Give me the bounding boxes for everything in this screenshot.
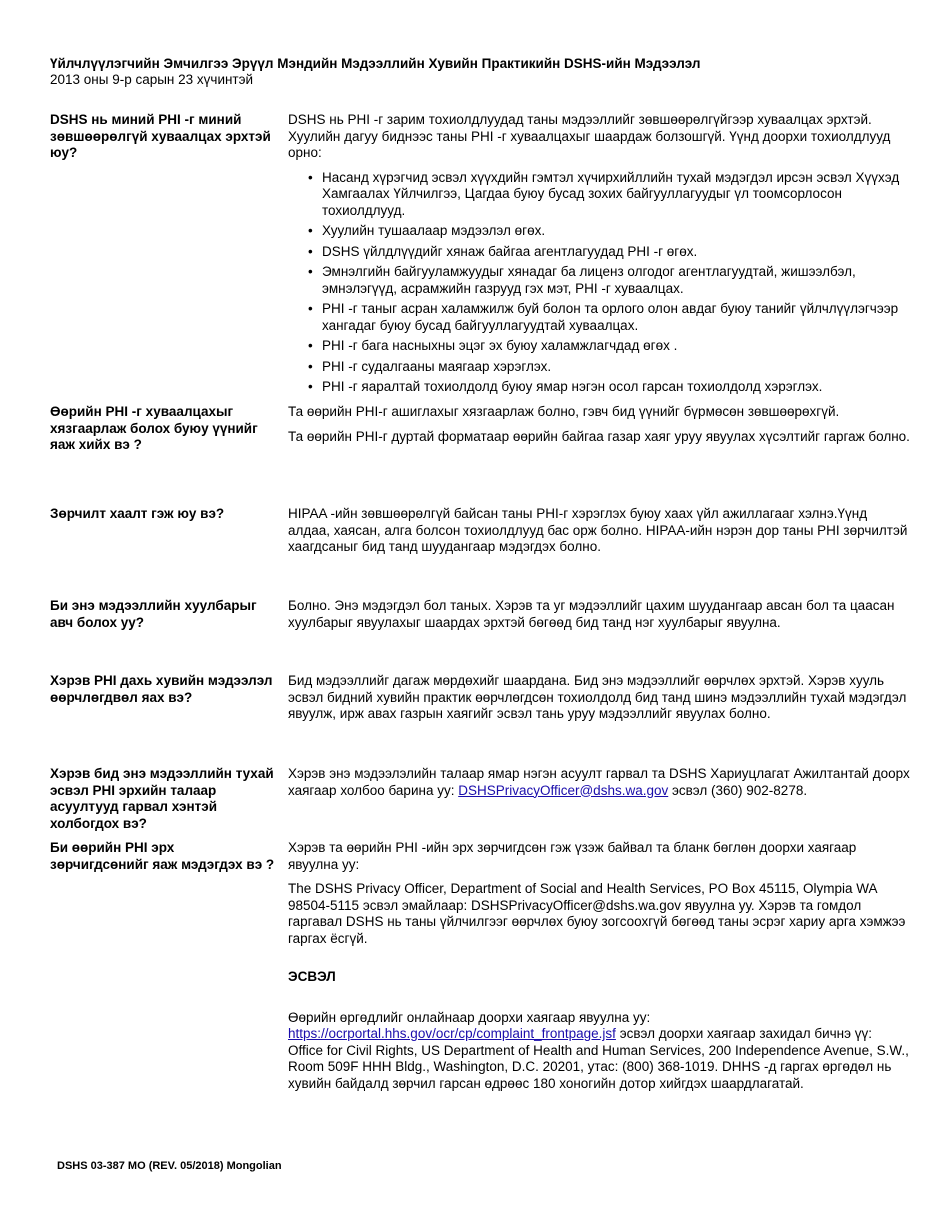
answer-contact — [288, 766, 910, 807]
list-item: • PHI -г яаралтай тохиолдолд буюу ямар нэгэн осол гарсан тохиолдолд хэрэглэх. — [322, 379, 910, 396]
list-item: • PHI -г таныг асран халамжилж буй болон та орлого олон авдаг буюу танийг үйлчлүүлэгчээр хангадаг буюу бусад байгууллагуудтай хуваалцах. — [322, 301, 910, 334]
disclosure-list — [288, 170, 910, 396]
answer-paragraph: The DSHS Privacy Officer, Department of Social and Health Services, PO Box 45115, Olympia WA 98504-5115 эсвэл эмайлаар: DSHSPrivacyOfficer@dshs.wa.gov явуулна уу. Хэрэв та гомдол гаргавал DSHS нь таны үйлчилгээг өөрчлөх буюу зогсоохгүй бөгөөд таны эсрэг хариу арга хэмжээ гаргах ёсгүй. — [288, 881, 906, 946]
question-report-violation: Би өөрийн PHI эрх зөрчигдсөнийг яаж мэдэгдэх вэ ? — [50, 840, 275, 872]
answer-intro: DSHS нь PHI -г зарим тохиолдлуудад таны мэдээллийг зөвшөөрөлгүйгээр хуваалцах эрхтэй. Хуулийн дагуу биднээс таны PHI -г хуваалцахыг шаардаж болзошгүй. Үүнд доорхи тохиолдлууд орно: — [288, 112, 891, 160]
answer-paragraph: Болно. Энэ мэдэгдэл бол таных. Хэрэв та уг мэдээллийг цахим шуудангаар авсан бол та цаасан хуулбарыг явуулахыг шаардах эрхтэй бөгөөд бид танд нэг хуулбарыг явуулна. — [288, 598, 895, 630]
list-item: • PHI -г судалгааны маягаар хэрэглэх. — [322, 359, 910, 376]
answer-paragraph: Та өөрийн PHI-г ашиглахыг хязгаарлаж болно, гэвч бид үүнийг бүрмөсөн зөвшөөрөхгүй. — [288, 404, 840, 419]
question-share-without-consent: DSHS нь миний PHI -г миний зөвшөөрөлгүй хуваалцах эрхтэй юу? — [50, 112, 271, 160]
document-title: Үйлчлүүлэгчийн Эмчилгээ Эрүүл Мэндийн Мэдээллийн Хувийн Практикийн DSHS-ийн Мэдээлэл — [50, 56, 701, 71]
ocr-address-text: эсвэл доорхи хаягаар захидал бичнэ үү: Office for Civil Rights, US Department of Health and Human Services, 200 Independence Avenue, S.W., Room 509F HHH Bldg., Washington, D.C. 20201, утас: (800) 368-1019. DHHS -д гаргах өргөдөл нь хувийн байдалд зөрчил гарсан өдрөөс 180 хоногийн дотор хийгдэх шаардлагатай. — [288, 1026, 909, 1091]
or-heading: ЭСВЭЛ — [288, 969, 336, 984]
question-breach: Зөрчилт хаалт гэж юу вэ? — [50, 506, 225, 521]
answer-limit-sharing — [288, 404, 910, 453]
question-limit-sharing: Өөрийн PHI -г хуваалцахыг хязгаарлаж болох буюу үүнийг яаж хийх вэ ? — [50, 404, 258, 452]
answer-paragraph: Та өөрийн PHI-г дуртай форматаар өөрийн байгаа газар хаяг уруу явуулах хүсэлтийг гаргаж болно. — [288, 428, 910, 444]
list-item: • Насанд хүрэгчид эсвэл хүүхдийн гэмтэл хүчирхийллийн тухай мэдэгдэл ирсэн эсвэл Хүүхэд Хамгаалах Үйлчилгээ, Цагдаа буюу бусад зохих байгууллагуудыг үл тоомсорлосон тохиолдлууд. — [322, 170, 910, 220]
answer-paragraph: HIPAA -ийн зөвшөөрөлгүй байсан таны PHI-г хэрэглэх буюу хаах үйл ажиллагааг хэлнэ.Үүнд алдаа, хаясан, алга болсон тохиолдлууд бас орж болно. HIPAA-ийн нэрэн дор таны PHI зөрчилтэй хаагдсаныг бид танд шуудангаар мэдэгдэх болно. — [288, 506, 908, 554]
list-item: • DSHS үйлдлүүдийг хянаж байгаа агентлагуудад PHI -г өгөх. — [322, 244, 910, 261]
question-info-changes: Хэрэв PHI дахь хувийн мэдээлэл өөрчлөгдвөл яах вэ? — [50, 673, 273, 705]
answer-share-without-consent — [288, 112, 910, 400]
list-item: • Хуулийн тушаалаар мэдээлэл өгөх. — [322, 223, 910, 240]
question-contact: Хэрэв бид энэ мэдээллийн тухай эсвэл PHI эрхийн талаар асуултууд гарвал хэнтэй холбогдох вэ? — [50, 766, 274, 831]
answer-report-violation — [288, 840, 910, 1100]
answer-paragraph: Хэрэв та өөрийн PHI -ийн эрх зөрчигдсөн гэж үзэж байвал та бланк бөглөн доорхи хаягаар явуулна уу: — [288, 840, 857, 872]
answer-info-changes — [288, 673, 910, 731]
list-item: • PHI -г бага насныхны эцэг эх буюу халамжлагчдад өгөх . — [322, 338, 910, 355]
list-item: • Эмнэлгийн байгууламжуудыг хянадаг ба лиценз олгодог агентлагуудтай, жишээлбэл, эмнэлэгүүд, асрамжийн газрууд гэх мэт, PHI -г хуваалцах. — [322, 264, 910, 297]
document-header — [50, 56, 910, 88]
online-complaint-text: Өөрийн өргөдлийг онлайнаар доорхи хаягаар явуулна уу: — [288, 1009, 651, 1025]
answer-paragraph: Бид мэдээллийг дагаж мөрдөхийг шаардана. Бид энэ мэдээллийг өөрчлөх эрхтэй. Хэрэв хууль эсвэл бидний хувийн практик өөрчлөгдсөн тохиолдолд бид танд шинэ мэдээллийн тухай мэдэгдэл явуулж, ирж авах газрын хаягийг эсвэл тань уруу мэдээллийг явуулах болно. — [288, 673, 907, 721]
privacy-officer-email-link[interactable]: DSHSPrivacyOfficer@dshs.wa.gov — [458, 782, 669, 798]
question-get-copy: Би энэ мэдээллийн хуулбарыг авч болох уу? — [50, 598, 257, 630]
answer-get-copy — [288, 598, 910, 639]
answer-paragraph — [288, 1010, 910, 1093]
form-footer: DSHS 03-387 MO (REV. 05/2018) Mongolian — [57, 1160, 282, 1172]
contact-phone-text: эсвэл (360) 902-8278. — [668, 782, 808, 798]
contact-text: Хэрэв энэ мэдээлэлийн талаар ямар нэгэн асуулт гарвал та DSHS Хариуцлагат Ажилтантай доорх хаягаар холбоо барина уу: — [288, 766, 910, 798]
effective-date: 2013 оны 9-р сарын 23 хүчинтэй — [50, 72, 254, 87]
answer-breach — [288, 506, 910, 564]
ocr-portal-link[interactable]: https://ocrportal.hhs.gov/ocr/cp/complaint_frontpage.jsf — [288, 1026, 616, 1041]
answer-paragraph — [288, 766, 910, 799]
